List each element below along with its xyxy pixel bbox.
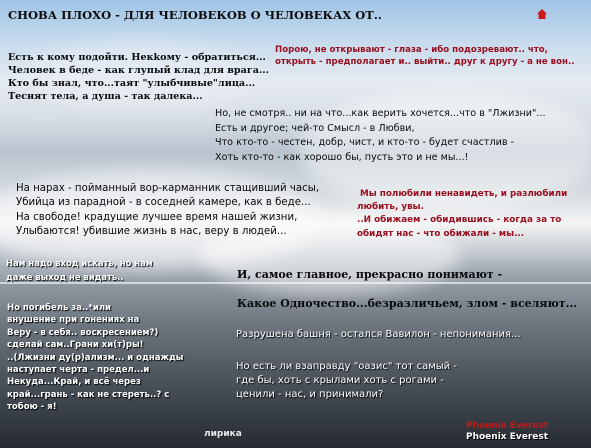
poem-line: Нам надо вход искать, но нам bbox=[6, 258, 153, 268]
poem-line: обидят нас - что обижали - мы... bbox=[357, 228, 525, 239]
main-line: И, самое главное, прекрасно понимают - bbox=[237, 268, 503, 281]
poem-line: Разрушена башня - остался Вавилон - непонимания... bbox=[236, 329, 521, 340]
poem-line: где бы, хоть с крылами хоть с рогами - bbox=[236, 375, 444, 387]
poem-line: Порою, не открывают - глаза - ибо подозревают.. что, bbox=[275, 45, 548, 55]
poem-line: тобою - я! bbox=[7, 402, 57, 413]
poem-line: сделай сам..Грани хи(т)ры! bbox=[7, 340, 144, 351]
poem-line: Но есть ли взаправду "оазис" тот самый - bbox=[236, 361, 457, 372]
poem-line: Но, не смотря.. ни на что...как верить хочется...что в "Лжизни"... bbox=[215, 108, 546, 119]
poem-line: Улыбаются! убившие жизнь в нас, веру в людей... bbox=[16, 226, 287, 238]
poem-line: любить, увы. bbox=[357, 202, 424, 213]
signature: Phoenix Everest bbox=[466, 432, 549, 442]
poem-line: ценили - нас, и принимали? bbox=[236, 389, 384, 401]
poem-line: Убийца из парадной - в соседней камере, как в беде... bbox=[16, 197, 311, 209]
poem-line: даже выход не видать.. bbox=[6, 272, 124, 283]
poem-block-3 bbox=[215, 107, 546, 165]
poem-line: Есть к кому подойти. Некkому - обратиться... bbox=[8, 52, 266, 63]
poem-line: На нарах - пойманный вор-карманник стащивший часы, bbox=[16, 183, 320, 194]
poem-line: Что кто-то - честен, добр, чист, и кто-то - будет счастлив - bbox=[215, 137, 515, 149]
poem-line: На свободе! крадущие лучшее время нашей жизни, bbox=[16, 211, 298, 223]
loneliness-line: Какое Одночество...безразличьем, злом - вселяют... bbox=[237, 297, 578, 310]
poem-block-5 bbox=[357, 188, 567, 241]
poem-line: Есть и другое; чей-то Смысл - в Любви, bbox=[215, 122, 415, 134]
poem-line: Веру - в себя.. воскресением?) bbox=[7, 327, 159, 338]
poem-line: Теснят тела, а душа - так далека... bbox=[8, 90, 203, 102]
poem-line: ..И обижаем - обидившись - когда за то bbox=[357, 215, 562, 226]
signature-shadow: Phoenix Everest bbox=[466, 421, 549, 431]
poem-block-8 bbox=[236, 360, 457, 403]
poem-line: Мы полюбили ненавидеть, и разлюбили bbox=[360, 189, 568, 199]
poem-line: край...грань - как не стереть..? с bbox=[7, 389, 170, 400]
poem-line: внушение при гонениях на bbox=[7, 315, 140, 326]
poem-line: открыть - предполагает и.. выйти.. друг к другу - а не вон.. bbox=[275, 56, 575, 67]
poem-line: Но погибель за..*или bbox=[7, 303, 111, 313]
poem-block-1 bbox=[8, 52, 269, 104]
poem-block-9 bbox=[7, 302, 184, 414]
poem-block-7 bbox=[236, 328, 521, 342]
poem-line: Кто бы знал, что...таят "улыбчивые"лица... bbox=[8, 77, 256, 89]
poem-block-4 bbox=[16, 182, 319, 240]
poem-line: Некуда...Край, и всё через bbox=[7, 377, 141, 388]
genre-label: лирика bbox=[204, 429, 242, 439]
home-icon[interactable] bbox=[536, 5, 548, 17]
poem-line: ..(Лжизни ду(р)ализм... и однажды bbox=[7, 352, 184, 363]
poem-line: наступает черта - предел...и bbox=[7, 365, 150, 376]
poem-line: Хоть кто-то - как хорошо бы, пусть это и не мы...! bbox=[215, 151, 469, 163]
page-title: СНОВА ПЛОХО - ДЛЯ ЧЕЛОВЕКОВ О ЧЕЛОВЕКАХ ОТ.. bbox=[8, 8, 382, 22]
poem-line: Человек в беде - как глупый клад для врага... bbox=[8, 64, 269, 76]
poem-block-6 bbox=[6, 256, 153, 285]
poem-block-2 bbox=[275, 45, 574, 68]
